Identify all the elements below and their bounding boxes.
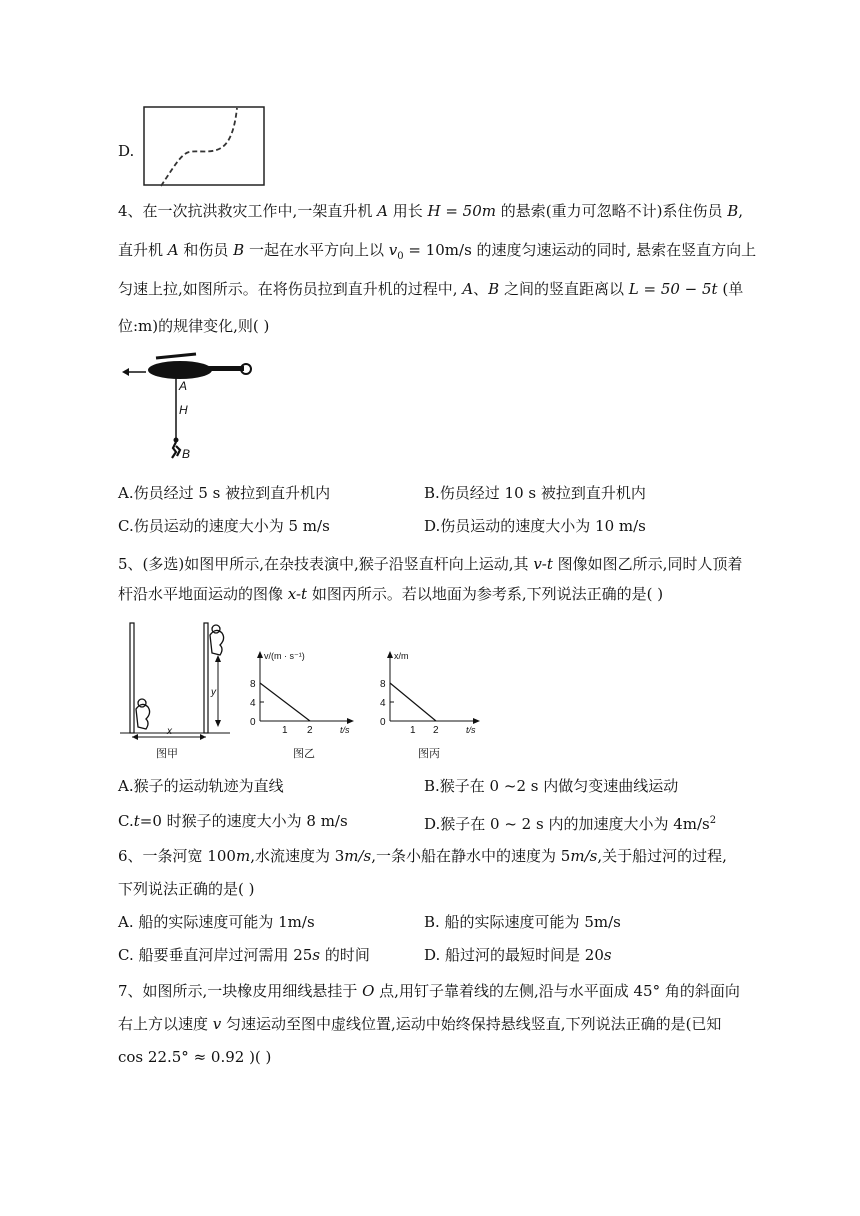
svg-text:4: 4 bbox=[380, 698, 386, 709]
bing-line bbox=[390, 683, 436, 721]
q4-line-3: 匀速上拉,如图所示。在将伤员拉到直升机的过程中, A、B 之间的竖直距离以 L = 50 − 5t (单 bbox=[118, 280, 744, 298]
svg-text:1: 1 bbox=[282, 725, 288, 736]
q3-option-d bbox=[118, 140, 134, 162]
fig-label-H: H bbox=[179, 403, 188, 417]
monkey-top bbox=[210, 630, 224, 655]
yi-t-label: t/s bbox=[340, 725, 350, 735]
q5-option-b: B.猴子在 0 ~2 s 内做匀变速曲线运动 bbox=[424, 777, 679, 795]
q3-dashed-curve bbox=[161, 108, 237, 186]
monkey-bottom bbox=[136, 704, 150, 729]
helicopter-tail bbox=[206, 366, 244, 371]
pole-left bbox=[130, 623, 134, 733]
svg-text:4: 4 bbox=[250, 698, 256, 709]
q4-line-4: 位:m)的规律变化,则( ) bbox=[118, 317, 270, 335]
svg-text:8: 8 bbox=[380, 679, 386, 690]
q3-option-d-label: D. bbox=[118, 142, 135, 160]
x-label: x bbox=[167, 726, 172, 737]
rotor bbox=[156, 354, 196, 358]
q4-option-c: C.伤员运动的速度大小为 5 m/s bbox=[118, 517, 330, 535]
q6-option-b: B. 船的实际速度可能为 5m/s bbox=[424, 913, 621, 931]
q6-option-c: C. 船要垂直河岸过河需用 25s 的时间 bbox=[118, 946, 370, 964]
fig-jia-label: 图甲 bbox=[156, 748, 178, 760]
q4-line-2: 直升机 A 和伤员 B 一起在水平方向上以 $v_0 = 10m/s$ 的速度匀速运动的同时, 悬索在竖直方向上 bbox=[118, 241, 757, 262]
q3-figure-frame bbox=[144, 107, 264, 185]
y-label: y bbox=[211, 687, 216, 698]
svg-text:2: 2 bbox=[307, 725, 313, 736]
bing-y-axis-label: x/m bbox=[394, 651, 409, 661]
q4-helicopter-figure bbox=[118, 350, 258, 468]
q5-option-d: D.猴子在 0 ~ 2 s 内的加速度大小为 $4m/s^2$ bbox=[424, 815, 717, 833]
q5-figures bbox=[118, 615, 493, 765]
q5-option-c: C.t=0 时猴子的速度大小为 8 m/s bbox=[118, 812, 348, 830]
q3-option-d-figure bbox=[143, 106, 267, 188]
q7-line-1: 7、如图所示,一块橡皮用细线悬挂于 O 点,用钉子靠着线的左侧,沿与水平面成 45° 角的斜面向 bbox=[118, 982, 740, 1000]
fig-label-A: A bbox=[179, 379, 188, 393]
helicopter-body bbox=[148, 361, 212, 379]
q4-option-b: B.伤员经过 10 s 被拉到直升机内 bbox=[424, 484, 646, 502]
q6-line-1: 6、一条河宽 100m,水流速度为 3m/s,一条小船在静水中的速度为 5m/s,关于船过河的过程, bbox=[118, 847, 727, 865]
q6-option-a: A. 船的实际速度可能为 1m/s bbox=[118, 913, 315, 931]
bing-t-label: t/s bbox=[466, 725, 476, 735]
pole-right bbox=[204, 623, 208, 733]
q5-line-2: 杆沿水平地面运动的图像 x-t 如图丙所示。若以地面为参考系,下列说法正确的是( ) bbox=[118, 585, 664, 603]
svg-text:8: 8 bbox=[250, 679, 256, 690]
yi-line bbox=[260, 683, 310, 721]
q7-line-2: 右上方以速度 v 匀速运动至图中虚线位置,运动中始终保持悬线竖直,下列说法正确的是(已知 bbox=[118, 1015, 722, 1033]
fig-jia bbox=[120, 623, 230, 760]
svg-text:2: 2 bbox=[433, 725, 439, 736]
fig-yi bbox=[250, 651, 354, 760]
q7-line-3: cos 22.5° ≈ 0.92 )( ) bbox=[118, 1048, 272, 1066]
q6-line-2: 下列说法正确的是( ) bbox=[118, 880, 255, 898]
svg-text:1: 1 bbox=[410, 725, 416, 736]
injured-person bbox=[172, 442, 180, 458]
q4-option-d: D.伤员运动的速度大小为 10 m/s bbox=[424, 517, 646, 535]
svg-text:0: 0 bbox=[250, 717, 256, 728]
q6-option-d: D. 船过河的最短时间是 20s bbox=[424, 946, 612, 964]
fig-bing-label: 图丙 bbox=[418, 748, 440, 760]
q4-line-1: 4、在一次抗洪救灾工作中,一架直升机 A 用长 H = 50m 的悬索(重力可忽略不计)系住伤员 B, bbox=[118, 202, 744, 220]
fig-label-B: B bbox=[182, 447, 191, 461]
yi-y-axis-label: v/(m · s⁻¹) bbox=[264, 651, 305, 661]
fig-bing bbox=[380, 651, 480, 760]
svg-text:0: 0 bbox=[380, 717, 386, 728]
velocity-arrowhead bbox=[122, 368, 129, 376]
q5-line-1: 5、(多选)如图甲所示,在杂技表演中,猴子沿竖直杆向上运动,其 v-t 图像如图乙所示,同时人顶着 bbox=[118, 555, 743, 573]
q5-option-a: A.猴子的运动轨迹为直线 bbox=[118, 777, 284, 795]
q4-option-a: A.伤员经过 5 s 被拉到直升机内 bbox=[118, 484, 331, 502]
fig-yi-label: 图乙 bbox=[293, 748, 315, 760]
